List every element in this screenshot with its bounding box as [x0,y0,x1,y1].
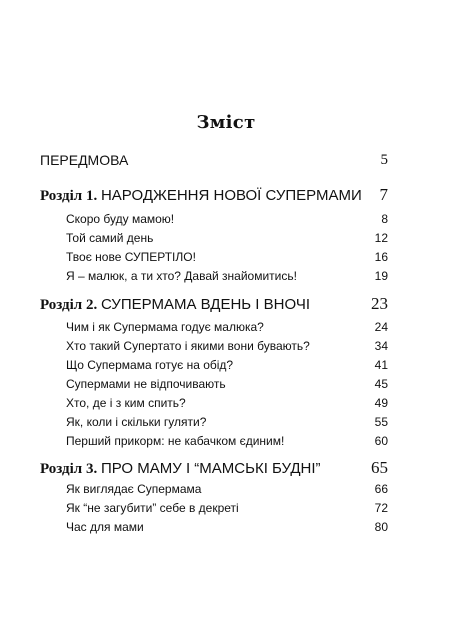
toc-entry-label: Хто такий Супертато і якими вони бувають? [66,339,310,353]
toc-entry-label: Перший прикорм: не кабачком єдиним! [66,434,285,448]
section-title [40,461,321,477]
toc-entry-page: 24 [374,320,388,334]
section-prefix: Розділ 2. [40,297,98,313]
toc-entry-label: Чим і як Супермама годує малюка? [66,320,264,334]
toc-entry-label: Як, коли і скільки гуляти? [66,415,207,429]
toc-entry-page: 45 [374,377,388,391]
toc-entry-page: 49 [374,396,388,410]
toc-entry-label: Час для мами [66,520,144,534]
toc-entry-page: 80 [374,520,388,534]
toc-entry-page: 34 [374,339,388,353]
toc-heading: Зміст [196,112,256,133]
section-title [40,297,310,313]
section-title-text: СУПЕРМАМА ВДЕНЬ І ВНОЧІ [100,296,310,313]
section-title [40,188,362,204]
toc-entry-page: 72 [374,501,388,515]
toc-entry-label: ПЕРЕДМОВА [40,152,129,168]
section-title-text: ПРО МАМУ І “МАМСЬКІ БУДНІ” [100,460,321,477]
toc-entry-page: 19 [374,269,388,283]
toc-entry-page: 66 [374,482,388,496]
toc-entry-label: Супермами не відпочивають [66,377,226,391]
toc-entry-page: 12 [374,231,388,245]
section-prefix: Розділ 1. [40,188,98,204]
section-page: 7 [379,185,388,204]
toc-entry-label: Я – малюк, а ти хто? Давай знайомитись! [66,269,297,283]
toc-entry-page: 8 [381,212,388,226]
toc-entry-label: Той самий день [66,231,154,245]
toc-entry-page: 55 [374,415,388,429]
toc-entry-label: Хто, де і з ким спить? [66,396,186,410]
toc-entry-label: Скоро буду мамою! [66,212,175,226]
toc-entry-page: 41 [374,358,388,372]
section-title-text: НАРОДЖЕННЯ НОВОЇ СУПЕРМАМИ [100,187,362,204]
toc-entry-page: 5 [380,152,388,168]
toc-entry-label: Як “не загубити” себе в декреті [66,501,239,515]
toc-entry-page: 16 [374,250,388,264]
section-page: 23 [371,294,388,313]
toc-entry-page: 60 [374,434,388,448]
section-prefix: Розділ 3. [40,461,98,477]
section-page: 65 [371,458,388,477]
toc-entry-label: Що Супермама готує на обід? [66,358,234,372]
toc-entry-label: Твоє нове СУПЕРТІЛО! [66,250,196,264]
toc-entry-label: Як виглядає Супермама [66,482,202,496]
